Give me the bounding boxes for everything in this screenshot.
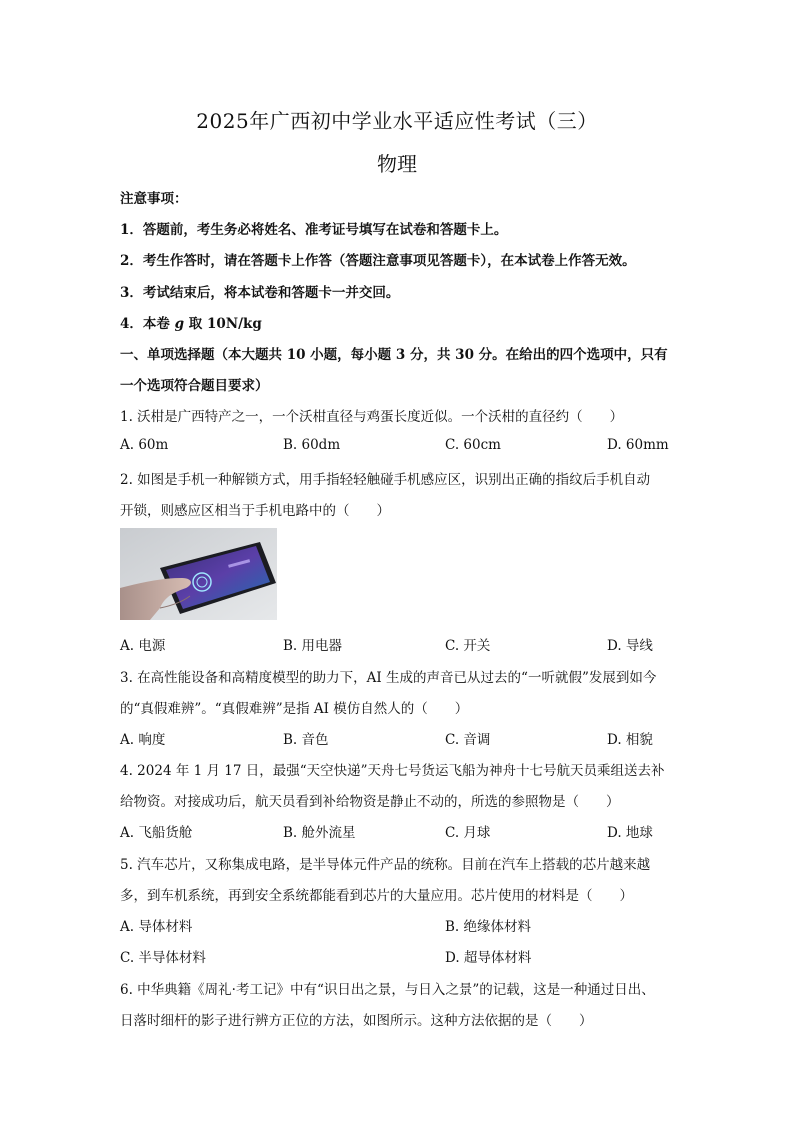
exam-subject: 物理: [377, 152, 417, 176]
question-5-line-2: 多，到车机系统，再到安全系统都能看到芯片的大量应用。芯片使用的材料是（ ）: [120, 888, 633, 904]
section-heading-line-2: 一个选项符合题目要求）: [120, 378, 269, 394]
notice-item-1: 1．答题前，考生务必将姓名、准考证号填写在试卷和答题卡上。: [120, 222, 508, 238]
question-2-line-2: 开锁，则感应区相当于手机电路中的（ ）: [120, 503, 390, 519]
question-6-line-1: 6. 中华典籍《周礼·考工记》中有“识日出之景，与日入之景”的记载，这是一种通过日出、: [120, 982, 655, 998]
question-2-option-d: D. 导线: [607, 638, 653, 654]
question-3-line-1: 3. 在高性能设备和高精度模型的助力下，AI 生成的声音已从过去的“一听就假”发展到如今: [120, 670, 657, 686]
question-4-option-d: D. 地球: [607, 825, 653, 841]
question-5-option-b: B. 绝缘体材料: [445, 919, 532, 935]
question-3-option-d: D. 相貌: [607, 732, 653, 748]
question-1-option-c: C. 60cm: [445, 437, 501, 453]
gravity-variable: g: [174, 316, 185, 332]
question-3-option-b: B. 音色: [283, 732, 329, 748]
question-5-line-1: 5. 汽车芯片，又称集成电路，是半导体元件产品的统称。目前在汽车上搭载的芯片越来越: [120, 857, 651, 873]
question-1-line-1: 1. 沃柑是广西特产之一，一个沃柑直径与鸡蛋长度近似。一个沃柑的直径约（ ）: [120, 409, 624, 425]
question-2-line-1: 2. 如图是手机一种解锁方式，用手指轻轻触碰手机感应区，识别出正确的指纹后手机自动: [120, 472, 651, 488]
question-4-option-b: B. 舱外流星: [283, 825, 356, 841]
question-4-option-a: A. 飞船货舱: [120, 825, 193, 841]
question-3-option-a: A. 响度: [120, 732, 166, 748]
notice-item-3: 3．考试结束后，将本试卷和答题卡一并交回。: [120, 285, 400, 301]
question-1-option-b: B. 60dm: [283, 437, 341, 453]
question-2-option-b: B. 用电器: [283, 638, 343, 654]
question-1-option-d: D. 60mm: [607, 437, 669, 453]
question-5-option-d: D. 超导体材料: [445, 950, 532, 966]
question-4-line-1: 4. 2024 年 1 月 17 日，最强“天空快递”天舟七号货运飞船为神舟十七号航天员乘组送去补: [120, 763, 665, 779]
question-5-option-c: C. 半导体材料: [120, 950, 206, 966]
question-5-option-a: A. 导体材料: [120, 919, 193, 935]
notice-item-4-prefix: 4．本卷: [120, 316, 175, 332]
notice-item-2: 2．考生作答时，请在答题卡上作答（答题注意事项见答题卡），在本试卷上作答无效。: [120, 253, 636, 269]
question-1-option-a: A. 60m: [120, 437, 169, 453]
section-heading-line-1: 一、单项选择题（本大题共 10 小题，每小题 3 分，共 30 分。在给出的四个选项中，只有: [120, 347, 668, 363]
notice-item-4-suffix: 取 10N/kg: [184, 316, 262, 332]
notice-heading: 注意事项：: [120, 191, 188, 207]
question-6-line-2: 日落时细杆的影子进行辨方正位的方法，如图所示。这种方法依据的是（ ）: [120, 1013, 593, 1029]
exam-title: 2025年广西初中学业水平适应性考试（三）: [196, 109, 598, 133]
notice-item-4: [120, 312, 262, 332]
question-4-option-c: C. 月球: [445, 825, 491, 841]
phone-fingerprint-image: [120, 528, 277, 620]
question-3-line-2: 的“真假难辨”。“真假难辨”是指 AI 模仿自然人的（ ）: [120, 701, 469, 717]
question-3-option-c: C. 音调: [445, 732, 491, 748]
question-2-option-a: A. 电源: [120, 638, 166, 654]
question-2-option-c: C. 开关: [445, 638, 491, 654]
question-4-line-2: 给物资。对接成功后，航天员看到补给物资是静止不动的，所选的参照物是（ ）: [120, 794, 620, 810]
